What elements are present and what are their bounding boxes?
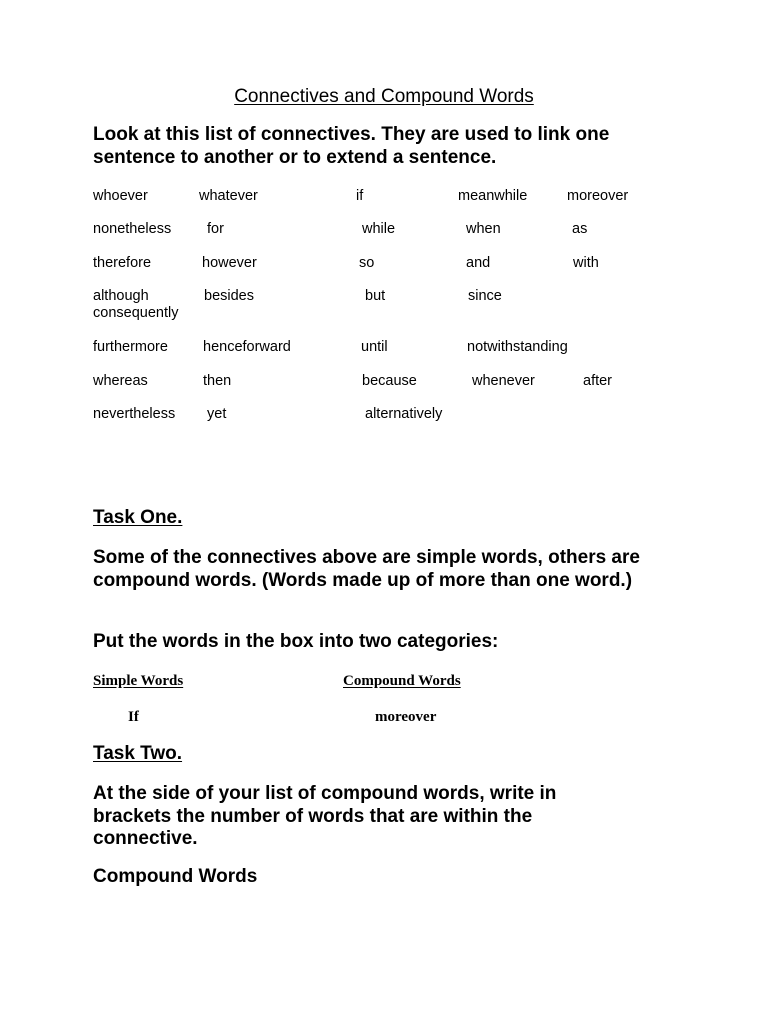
intro-paragraph: Look at this list of connectives. They are used to link one sentence to another or to extend a sentence. [93, 124, 610, 168]
task-one-instruction: Put the words in the box into two categories: [93, 631, 499, 652]
simple-words-header: Simple Words [93, 673, 184, 689]
connective-word: although [93, 288, 149, 304]
compound-words-subheading: Compound Words [93, 866, 258, 887]
connective-word: besides [204, 288, 254, 304]
connective-word: but [365, 288, 386, 304]
connective-word: whenever [472, 373, 535, 389]
connective-word: whoever [93, 188, 148, 204]
connective-word: if [356, 188, 364, 204]
compound-word-example: moreover [375, 709, 437, 725]
connective-word: notwithstanding [467, 339, 568, 355]
page-title: Connectives and Compound Words [234, 86, 534, 107]
connective-word: while [362, 221, 396, 237]
connective-word: and [466, 255, 491, 271]
task-two-paragraph: At the side of your list of compound words, write in brackets the number of words that are within the connective. [93, 783, 557, 849]
connective-word: for [207, 221, 224, 237]
connective-word: henceforward [203, 339, 291, 355]
connective-word: whatever [199, 188, 258, 204]
task-two-heading: Task Two. [93, 743, 183, 764]
connective-word: moreover [567, 188, 629, 204]
connective-word: until [361, 339, 388, 355]
task-one-heading: Task One. [93, 507, 183, 528]
connective-word: when [466, 221, 501, 237]
compound-words-header: Compound Words [343, 673, 461, 689]
connective-word: nonetheless [93, 221, 172, 237]
connective-word: because [362, 373, 417, 389]
connective-word: whereas [93, 373, 148, 389]
connective-word: therefore [93, 255, 152, 271]
connective-word: since [468, 288, 502, 304]
connective-word: nevertheless [93, 406, 176, 422]
connective-word: yet [207, 406, 227, 422]
connective-word: consequently [93, 305, 179, 321]
connective-word: as [572, 221, 588, 237]
simple-word-example: If [128, 709, 139, 725]
task-one-paragraph: Some of the connectives above are simple words, others are compound words. (Words made up of more than one word.) [93, 547, 640, 591]
connective-word: furthermore [93, 339, 168, 355]
connective-word: however [202, 255, 257, 271]
connective-word: with [573, 255, 599, 271]
connective-word: meanwhile [458, 188, 528, 204]
connective-word: after [583, 373, 613, 389]
connective-word: so [359, 255, 375, 271]
connective-word: alternatively [365, 406, 443, 422]
connective-word: then [203, 373, 232, 389]
